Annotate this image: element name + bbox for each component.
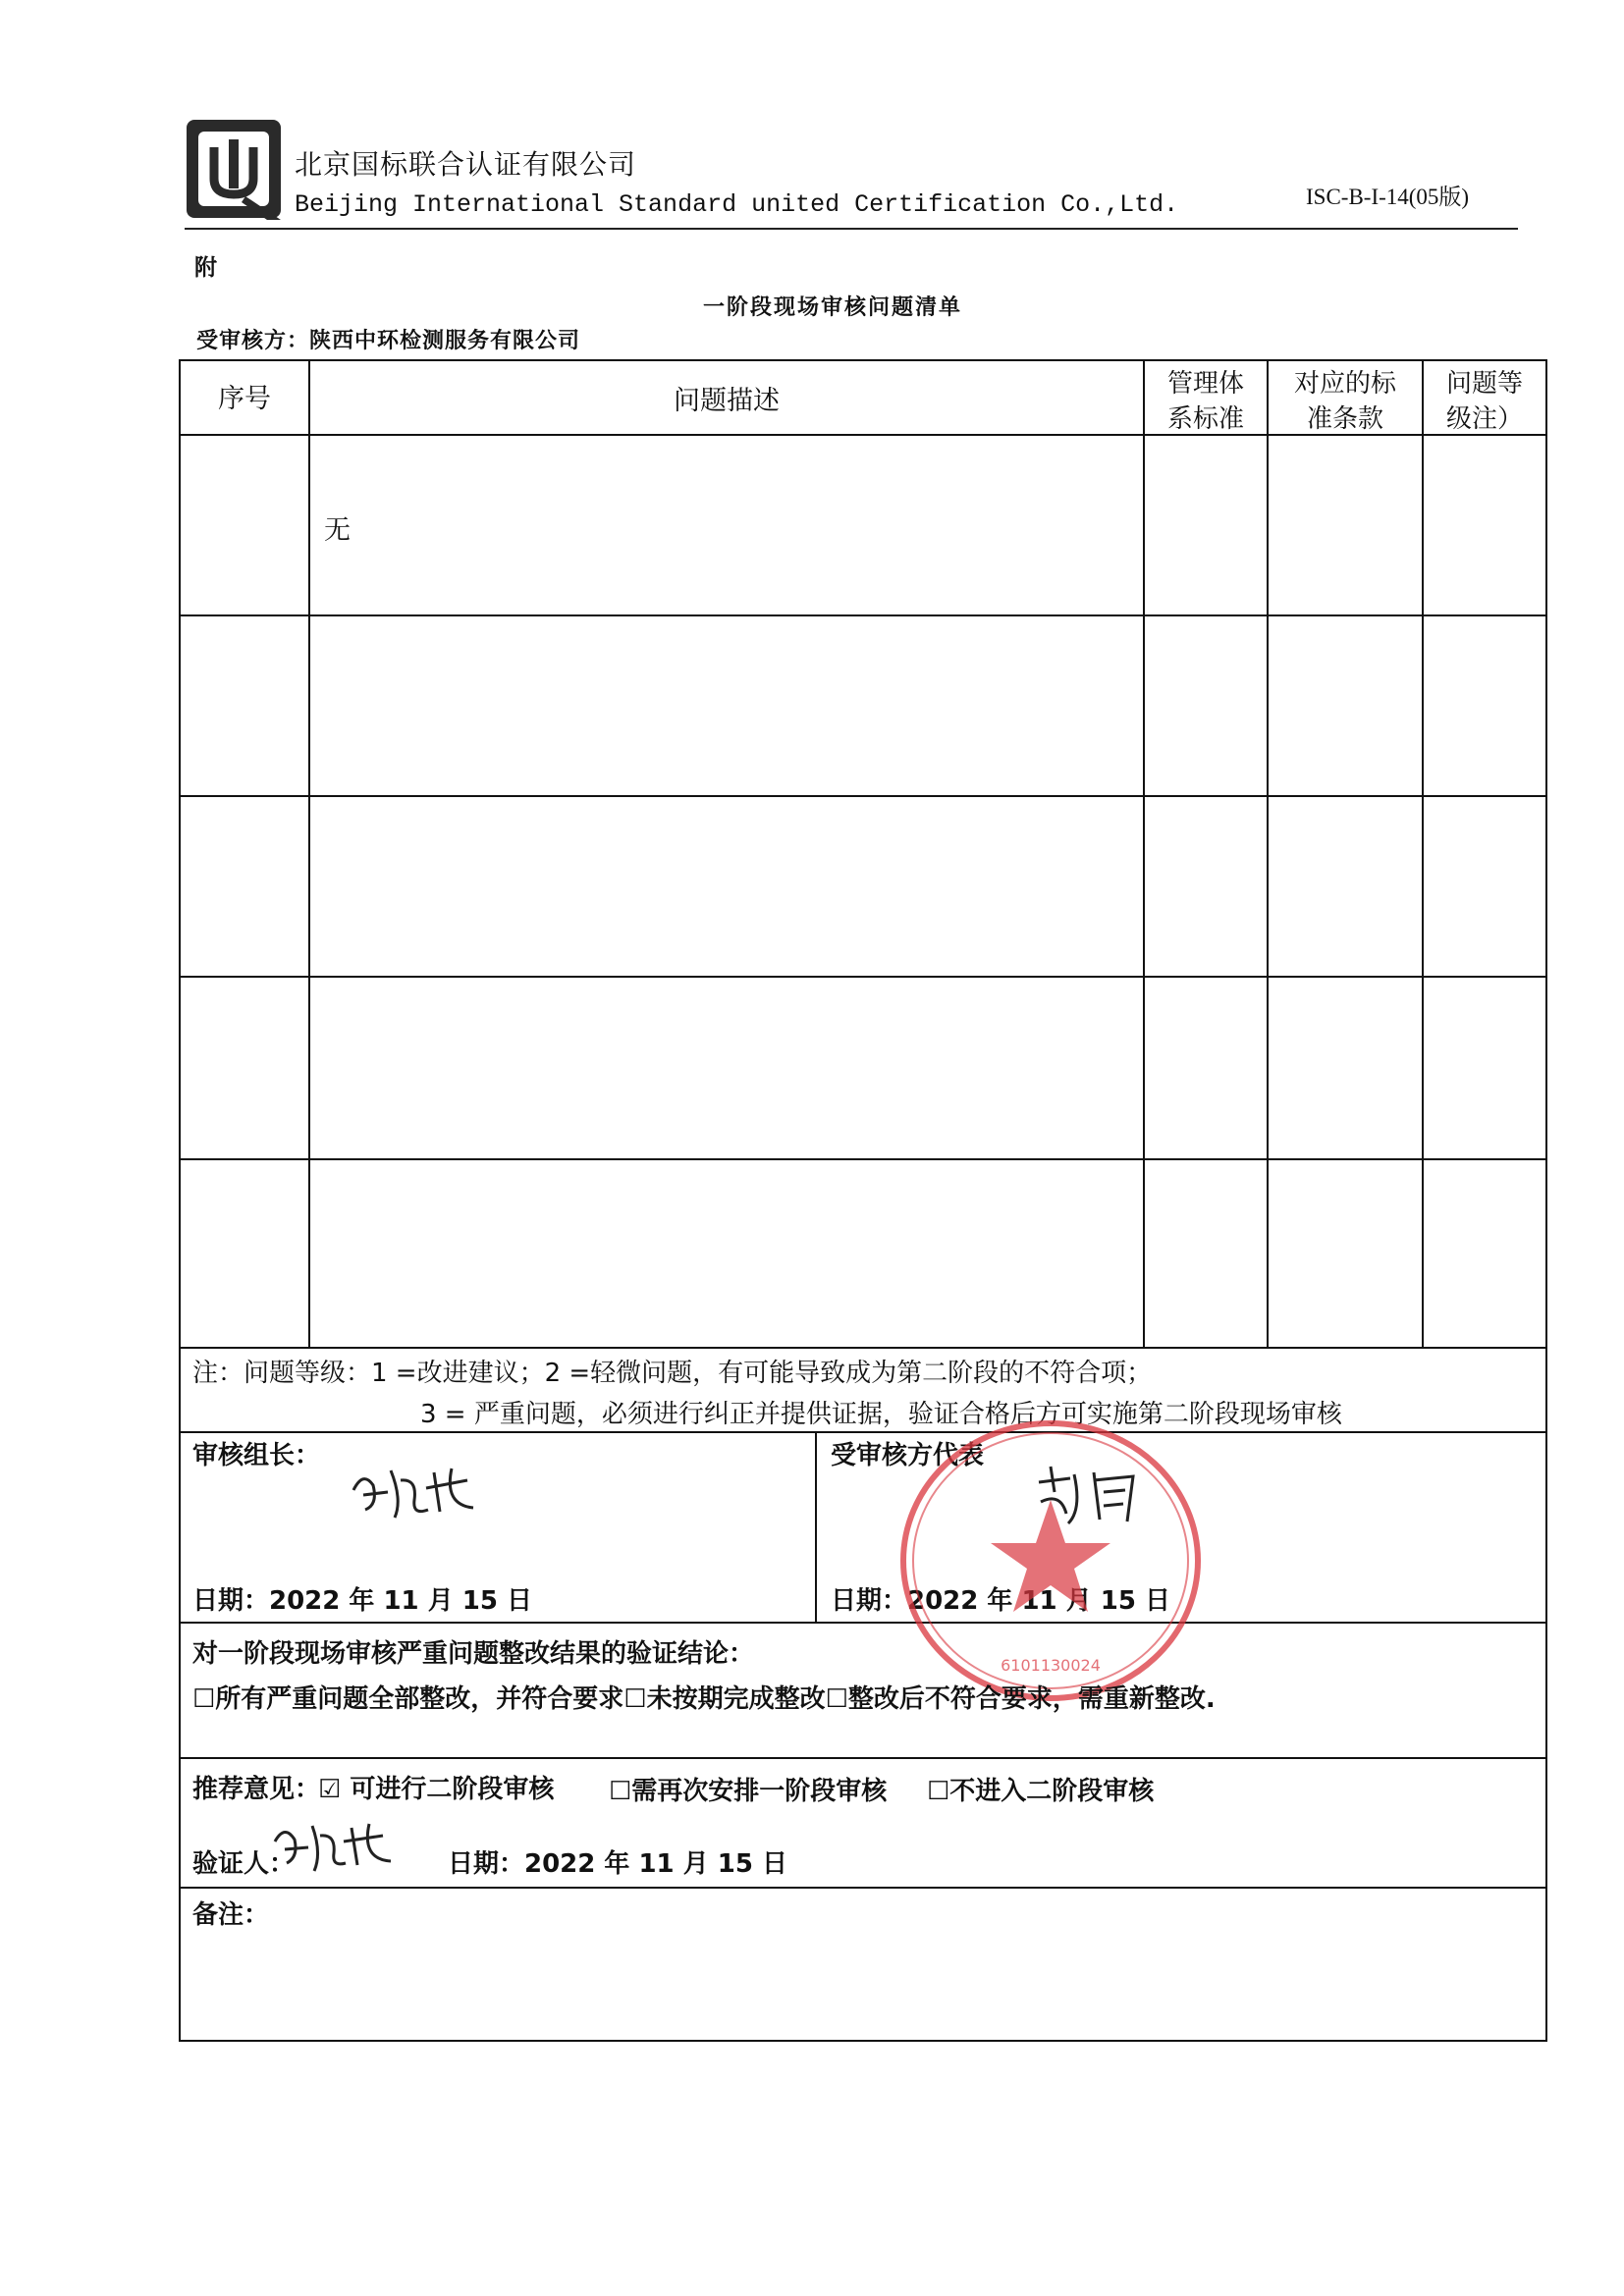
header-standard-l2: 系标准 [1166, 404, 1244, 434]
audit-leader-date: 日期：2022 年 11 月 15 日 [192, 1586, 532, 1616]
header-clause-l1: 对应的标 [1293, 369, 1396, 399]
recommendation-label: 推荐意见： [192, 1775, 321, 1804]
auditee-rep-label: 受审核方代表 [831, 1441, 985, 1470]
header-level-l1: 问题等 [1445, 369, 1523, 399]
remarks-label: 备注： [192, 1900, 270, 1930]
recommend-option-no-second-stage: ☐不进入二阶段审核 [927, 1777, 1155, 1806]
recommend-option-repeat-first-stage: ☐需再次安排一阶段审核 [609, 1777, 888, 1806]
verifier-signature [267, 1812, 405, 1881]
verification-options: ☐所有严重问题全部整改，并符合要求☐未按期完成整改☐整改后不符合要求，需重新整改. [192, 1684, 1216, 1714]
attachment-label: 附 [194, 255, 217, 281]
header-description: 问题描述 [674, 386, 780, 416]
document-title: 一阶段现场审核问题清单 [703, 295, 963, 320]
company-logo [185, 118, 287, 224]
auditee-name: 受审核方：陕西中环检测服务有限公司 [196, 329, 581, 353]
verification-date: 日期：2022 年 11 月 15 日 [448, 1849, 787, 1879]
level-note-line1: 注：问题等级：1 =改进建议；2 =轻微问题，有可能导致成为第二阶段的不符合项； [192, 1359, 1153, 1388]
header-divider [185, 228, 1518, 230]
audit-leader-signature [344, 1451, 491, 1529]
verification-label: 对一阶段现场审核严重问题整改结果的验证结论： [192, 1639, 755, 1669]
header-clause-l2: 准条款 [1306, 404, 1383, 434]
form-code: ISC-B-I-14(05版) [1306, 185, 1470, 209]
verifier-label: 验证人： [192, 1849, 296, 1879]
auditee-rep-date: 日期：2022 年 11 月 15 日 [831, 1586, 1170, 1616]
header-level-l2: 级注） [1445, 404, 1523, 434]
level-note-line2: 3 = 严重问题，必须进行纠正并提供证据，验证合格后方可实施第二阶段现场审核 [420, 1400, 1342, 1429]
company-seal [889, 1414, 1213, 1708]
seal-code: 6101130024 [1001, 1656, 1101, 1675]
audit-leader-label: 审核组长： [192, 1441, 321, 1470]
header-standard-l1: 管理体 [1166, 369, 1244, 399]
company-name-cn: 北京国标联合认证有限公司 [295, 148, 637, 181]
header-serial-no: 序号 [218, 384, 271, 414]
company-name-en: Beijing International Standard united Certification Co.,Ltd. [295, 190, 1179, 219]
recommend-option-second-stage: ☑ 可进行二阶段审核 [318, 1775, 555, 1804]
row-1-description: 无 [324, 515, 351, 546]
